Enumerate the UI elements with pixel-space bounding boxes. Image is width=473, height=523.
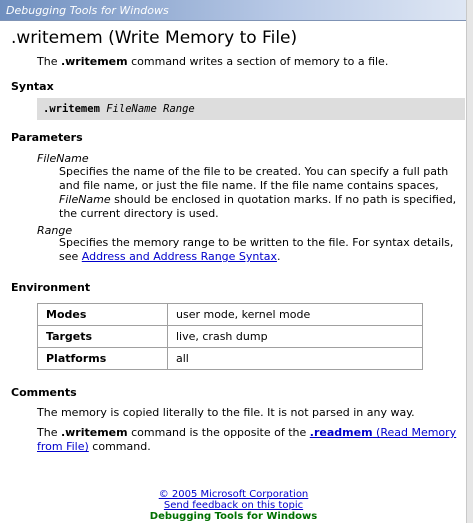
param-filename-emphasis: FileName [59, 193, 111, 206]
footer [0, 489, 467, 522]
vertical-scrollbar[interactable] [466, 0, 473, 523]
param-range-term: Range [37, 224, 73, 237]
env-value-modes: user mode, kernel mode [168, 304, 423, 326]
env-key-targets: Targets [38, 326, 168, 348]
comment-2-mid: command is the opposite of the [127, 426, 310, 439]
param-filename-text-2: should be enclosed in quotation marks. If no path is specified, the current directory is used. [59, 193, 457, 220]
address-range-syntax-link[interactable]: Address and Address Range Syntax [81, 250, 277, 263]
syntax-box [37, 98, 465, 120]
send-feedback-link[interactable]: Send feedback on this topic [163, 500, 304, 511]
param-range-description [59, 236, 461, 264]
comment-2-post: command. [88, 440, 151, 453]
comment-paragraph-2 [37, 426, 457, 454]
footer-brand: Debugging Tools for Windows [149, 511, 318, 522]
env-key-modes: Modes [38, 304, 168, 326]
comments-heading: Comments [11, 386, 77, 399]
param-filename-term: FileName [37, 152, 89, 165]
banner-title: Debugging Tools for Windows [6, 4, 169, 17]
intro-text [37, 55, 388, 68]
intro-pre: The [37, 55, 61, 68]
table-row [38, 326, 423, 348]
copyright-link[interactable]: © 2005 Microsoft Corporation [158, 489, 309, 500]
syntax-line [43, 103, 195, 115]
syntax-args: FileName Range [99, 103, 195, 115]
readmem-link-command[interactable]: .readmem [309, 426, 373, 439]
comment-2-pre: The [37, 426, 61, 439]
env-value-platforms: all [168, 348, 423, 370]
table-row [38, 304, 423, 326]
environment-heading: Environment [11, 281, 91, 294]
comment-paragraph-1: The memory is copied literally to the file. It is not parsed in any way. [37, 406, 415, 419]
syntax-heading: Syntax [11, 80, 54, 93]
page-title: .writemem (Write Memory to File) [11, 28, 298, 48]
header-banner [0, 0, 467, 21]
readmem-link-text[interactable]: (Read Memory from File) [37, 426, 457, 453]
param-range-text-2: . [276, 250, 281, 263]
env-key-platforms: Platforms [38, 348, 168, 370]
param-range-text-1: Specifies the memory range to be written to the file. For syntax details, see [59, 236, 454, 263]
syntax-command: .writemem [43, 103, 100, 115]
env-value-targets: live, crash dump [168, 326, 423, 348]
environment-table [37, 303, 423, 370]
parameters-heading: Parameters [11, 131, 83, 144]
intro-post: command writes a section of memory to a file. [127, 55, 389, 68]
intro-command: .writemem [60, 55, 128, 68]
comment-2-command: .writemem [60, 426, 128, 439]
param-filename-text-1: Specifies the name of the file to be created. You can specify a full path and file name, or just the file name. If the file name contains spaces, [59, 165, 449, 192]
param-filename-description [59, 165, 461, 221]
table-row [38, 348, 423, 370]
